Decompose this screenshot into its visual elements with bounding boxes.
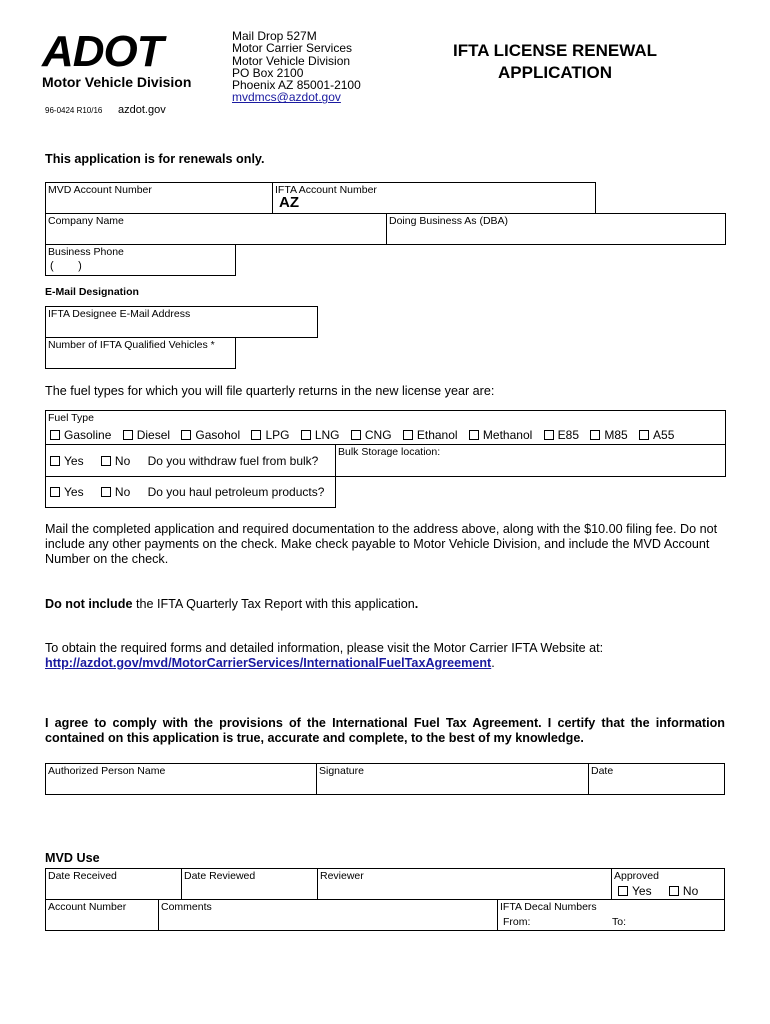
haul-question-text: Do you haul petroleum products? xyxy=(147,485,325,499)
mailing-address xyxy=(232,30,361,104)
approved-field xyxy=(611,868,725,900)
checkbox-icon[interactable] xyxy=(618,886,628,896)
date-label: Date xyxy=(591,765,614,777)
haul-question xyxy=(50,485,324,499)
obtain-forms-text xyxy=(45,641,725,671)
checkbox-icon[interactable] xyxy=(301,430,311,440)
email-designation-heading: E-Mail Designation xyxy=(45,286,139,298)
checkbox-icon[interactable] xyxy=(469,430,479,440)
logo-subtitle: Motor Vehicle Division xyxy=(42,74,192,90)
withdraw-no[interactable]: No xyxy=(101,454,130,468)
do-not-include-rest: the IFTA Quarterly Tax Report with this application xyxy=(132,597,415,611)
company-name-label: Company Name xyxy=(48,215,124,227)
ifta-website-link[interactable]: http://azdot.gov/mvd/MotorCarrierServices/InternationalFuelTaxAgreement xyxy=(45,656,492,670)
address-line: Phoenix AZ 85001-2100 xyxy=(232,78,361,93)
business-phone-field[interactable] xyxy=(45,244,236,276)
do-not-include-end: . xyxy=(414,597,419,611)
fuel-option-lpg[interactable]: LPG xyxy=(251,428,289,442)
fuel-option-m85[interactable]: M85 xyxy=(590,428,627,442)
signature-label: Signature xyxy=(319,765,364,777)
checkbox-icon[interactable] xyxy=(544,430,554,440)
fuel-option-e85[interactable]: E85 xyxy=(544,428,579,442)
address-line: Motor Vehicle Division xyxy=(232,53,351,68)
email-link[interactable]: mvdmcs@azdot.gov xyxy=(232,90,341,105)
checkbox-icon[interactable] xyxy=(639,430,649,440)
checkbox-icon[interactable] xyxy=(181,430,191,440)
fuel-type-options xyxy=(50,428,682,442)
phone-parens: ( ) xyxy=(50,260,82,272)
decal-numbers-field[interactable] xyxy=(497,899,725,931)
ifta-account-label: IFTA Account Number xyxy=(275,184,377,196)
fuel-option-lng[interactable]: LNG xyxy=(301,428,340,442)
business-phone-label: Business Phone xyxy=(48,246,124,258)
date-reviewed-field[interactable] xyxy=(181,868,318,900)
dba-field[interactable] xyxy=(386,213,726,245)
mvd-account-label: MVD Account Number xyxy=(48,184,152,196)
mvd-account-field[interactable] xyxy=(45,182,273,214)
fuel-option-methanol[interactable]: Methanol xyxy=(469,428,532,442)
fuel-intro: The fuel types for which you will file quarterly returns in the new license year are: xyxy=(45,384,495,398)
ifta-account-field[interactable] xyxy=(272,182,596,214)
checkbox-icon[interactable] xyxy=(351,430,361,440)
dba-label: Doing Business As (DBA) xyxy=(389,215,509,227)
withdraw-yes[interactable]: Yes xyxy=(50,454,84,468)
decal-from-label: From: xyxy=(503,916,531,928)
mail-instructions: Mail the completed application and required documentation to the address above, along with the $10.00 filing fee. Do not include any other payments on the check. Make check payable to Motor Vehicle Division, and include the MVD Account Number on the check. xyxy=(45,522,718,566)
fuel-type-label: Fuel Type xyxy=(48,412,94,424)
approved-label: Approved xyxy=(614,870,659,882)
page-title xyxy=(400,40,710,84)
checkbox-icon[interactable] xyxy=(101,487,111,497)
address-line: Motor Carrier Services xyxy=(232,41,353,56)
logo-text: ADOT xyxy=(42,27,163,76)
date-received-label: Date Received xyxy=(48,870,117,882)
company-name-field[interactable] xyxy=(45,213,387,245)
designee-email-field[interactable] xyxy=(45,306,318,338)
qualified-vehicles-field[interactable] xyxy=(45,337,236,369)
checkbox-icon[interactable] xyxy=(403,430,413,440)
checkbox-icon[interactable] xyxy=(669,886,679,896)
comments-label: Comments xyxy=(161,901,212,913)
website: azdot.gov xyxy=(118,104,166,116)
title-line-1: IFTA LICENSE RENEWAL xyxy=(453,41,657,60)
decal-to-label: To: xyxy=(612,916,627,928)
fuel-option-a55[interactable]: A55 xyxy=(639,428,674,442)
designee-email-label: IFTA Designee E-Mail Address xyxy=(48,308,191,320)
do-not-include-bold: Do not include xyxy=(45,597,133,611)
certification-statement: I agree to comply with the provisions of the International Fuel Tax Agreement. I certify that the information contained on this application is true, accurate and complete, to the best of my knowledge. xyxy=(45,716,725,745)
account-number-field[interactable] xyxy=(45,899,159,931)
signature-field[interactable] xyxy=(316,763,589,795)
address-line: PO Box 2100 xyxy=(232,65,304,80)
checkbox-icon[interactable] xyxy=(251,430,261,440)
checkbox-icon[interactable] xyxy=(50,456,60,466)
approved-options xyxy=(618,884,698,898)
account-number-label: Account Number xyxy=(48,901,127,913)
authorized-name-field[interactable] xyxy=(45,763,317,795)
intro-text: This application is for renewals only. xyxy=(45,152,265,166)
date-reviewed-label: Date Reviewed xyxy=(184,870,256,882)
withdraw-question-text: Do you withdraw fuel from bulk? xyxy=(147,454,319,468)
obtain-forms-line: To obtain the required forms and detailed information, please visit the Motor Carrier IFTA Website at: xyxy=(45,641,604,655)
address-line: Mail Drop 527M xyxy=(232,29,317,43)
do-not-include-note xyxy=(45,597,725,612)
fuel-option-gasoline[interactable]: Gasoline xyxy=(50,428,111,442)
authorized-name-label: Authorized Person Name xyxy=(48,765,166,777)
withdraw-question xyxy=(50,454,318,468)
haul-no[interactable]: No xyxy=(101,485,130,499)
haul-yes[interactable]: Yes xyxy=(50,485,84,499)
approved-yes[interactable]: Yes xyxy=(618,884,652,898)
fuel-option-diesel[interactable]: Diesel xyxy=(123,428,170,442)
form-id: 96-0424 R10/16 xyxy=(45,106,103,115)
reviewer-field[interactable] xyxy=(317,868,612,900)
decal-numbers-label: IFTA Decal Numbers xyxy=(500,901,597,913)
checkbox-icon[interactable] xyxy=(50,430,60,440)
adot-logo xyxy=(42,27,212,90)
url-period: . xyxy=(491,656,495,670)
qualified-vehicles-label: Number of IFTA Qualified Vehicles * xyxy=(48,339,215,351)
checkbox-icon[interactable] xyxy=(123,430,133,440)
checkbox-icon[interactable] xyxy=(101,456,111,466)
fuel-option-ethanol[interactable]: Ethanol xyxy=(403,428,458,442)
title-line-2: APPLICATION xyxy=(498,63,612,82)
bulk-storage-field[interactable] xyxy=(335,444,726,477)
date-field[interactable] xyxy=(588,763,725,795)
checkbox-icon[interactable] xyxy=(590,430,600,440)
mvd-use-heading: MVD Use xyxy=(45,851,100,865)
ifta-prefix: AZ xyxy=(279,194,299,211)
reviewer-label: Reviewer xyxy=(320,870,364,882)
fuel-option-cng[interactable]: CNG xyxy=(351,428,392,442)
checkbox-icon[interactable] xyxy=(50,487,60,497)
approved-no[interactable]: No xyxy=(669,884,698,898)
fuel-option-gasohol[interactable]: Gasohol xyxy=(181,428,240,442)
comments-field[interactable] xyxy=(158,899,498,931)
date-received-field[interactable] xyxy=(45,868,182,900)
bulk-storage-label: Bulk Storage location: xyxy=(338,446,441,458)
